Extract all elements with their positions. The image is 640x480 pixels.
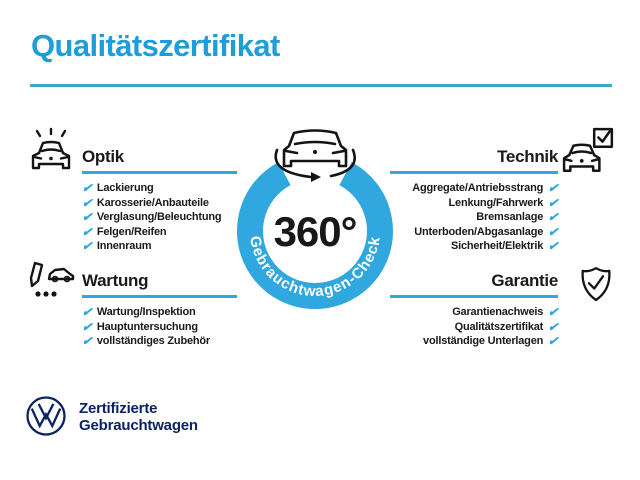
car-rotate-icon — [276, 131, 355, 183]
check-icon: ✔ — [547, 334, 559, 349]
item-label: Aggregate/Antriebsstrang — [412, 182, 544, 195]
section-divider-optik — [82, 171, 237, 174]
item-label: vollständiges Zubehör — [96, 335, 211, 348]
header-divider — [30, 84, 612, 87]
check-icon: ✔ — [81, 334, 93, 349]
checklist-item — [390, 320, 558, 335]
checklist-item — [82, 196, 237, 211]
checklist-item — [82, 320, 237, 335]
checklist-item — [390, 196, 558, 211]
item-label: Lackierung — [96, 182, 154, 195]
checklist-item — [82, 225, 237, 240]
vw-logo — [25, 395, 67, 437]
section-title-wartung: Wartung — [82, 271, 149, 290]
garantie-checklist — [390, 305, 558, 349]
item-label: Sicherheit/Elektrik — [450, 240, 544, 253]
section-divider-wartung — [82, 295, 237, 298]
brand-line1: Zertifizierte — [79, 400, 158, 417]
item-label: vollständige Unterlagen — [423, 335, 544, 348]
checklist-item — [82, 181, 237, 196]
optik-checklist — [82, 181, 237, 254]
checklist-item — [390, 334, 558, 349]
check-icon: ✔ — [81, 305, 93, 320]
checklist-item — [390, 239, 558, 254]
car-shine-icon — [25, 127, 77, 179]
brand-line2: Gebrauchtwagen — [79, 417, 198, 434]
check-icon: ✔ — [547, 224, 559, 239]
checklist-item — [390, 181, 558, 196]
check-icon: ✔ — [81, 239, 93, 254]
item-label: Unterboden/Abgasanlage — [414, 225, 544, 238]
checklist-item — [82, 210, 237, 225]
item-label: Verglasung/Beleuchtung — [96, 211, 222, 224]
check-icon: ✔ — [547, 239, 559, 254]
checklist-item — [390, 210, 558, 225]
section-wartung — [82, 271, 237, 349]
check-icon: ✔ — [81, 195, 93, 210]
checklist-item — [82, 239, 237, 254]
item-label: Felgen/Reifen — [96, 225, 167, 238]
section-title-optik: Optik — [82, 147, 124, 166]
page-title: Qualitätszertifikat — [31, 28, 280, 63]
item-label: Bremsanlage — [476, 211, 544, 224]
check-icon: ✔ — [81, 224, 93, 239]
degree-label: 360° — [273, 208, 357, 255]
check-icon: ✔ — [547, 210, 559, 225]
pencil-car-icon — [25, 257, 77, 307]
wartung-checklist — [82, 305, 237, 349]
ring-label: Gebrauchtwagen-Check — [246, 234, 384, 301]
check-icon: ✔ — [547, 195, 559, 210]
section-optik — [82, 147, 237, 254]
checklist-item — [82, 305, 237, 320]
checklist-item — [390, 305, 558, 320]
section-garantie — [390, 271, 558, 349]
check-icon: ✔ — [81, 319, 93, 334]
car-checkbox-icon — [562, 126, 616, 178]
section-divider-technik — [390, 171, 558, 174]
check-icon: ✔ — [81, 181, 93, 196]
section-technik — [390, 147, 558, 254]
360-check-badge — [227, 120, 403, 320]
check-icon: ✔ — [547, 181, 559, 196]
technik-checklist — [390, 181, 558, 254]
brand-text — [79, 400, 198, 434]
check-icon: ✔ — [81, 210, 93, 225]
checklist-item — [390, 225, 558, 240]
checklist-item — [82, 334, 237, 349]
section-title-technik: Technik — [497, 147, 558, 166]
item-label: Qualitätszertifikat — [454, 320, 544, 333]
item-label: Karosserie/Anbauteile — [96, 196, 209, 209]
section-title-garantie: Garantie — [491, 271, 558, 290]
item-label: Lenkung/Fahrwerk — [448, 196, 544, 209]
shield-check-icon — [573, 261, 619, 309]
item-label: Hauptuntersuchung — [96, 320, 198, 333]
check-icon: ✔ — [547, 319, 559, 334]
section-divider-garantie — [390, 295, 558, 298]
item-label: Wartung/Inspektion — [96, 306, 196, 319]
item-label: Garantienachweis — [452, 306, 544, 319]
check-icon: ✔ — [547, 305, 559, 320]
item-label: Innenraum — [96, 240, 152, 253]
